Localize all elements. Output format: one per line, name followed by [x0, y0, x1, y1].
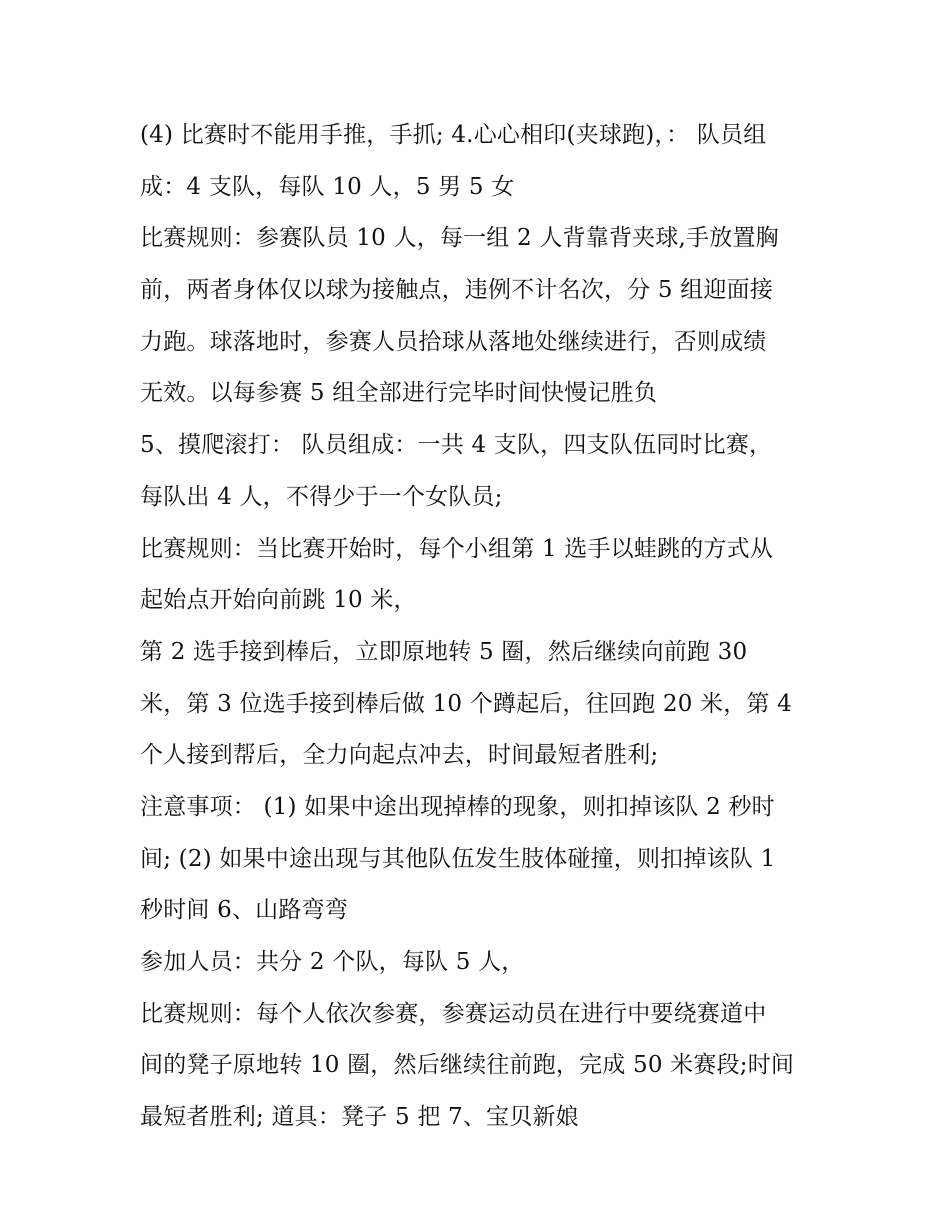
text-line: (4) 比赛时不能用手推，手抓; 4.心心相印(夹球跑)，： 队员组: [140, 122, 767, 148]
text-line: 每队出 4 人，不得少于一个女队员;: [140, 483, 503, 510]
document-body: [140, 110, 820, 1144]
text-line: 5、摸爬滚打： 队员组成：一共 4 支队，四支队伍同时比赛，: [140, 432, 773, 459]
text-line: 起始点开始向前跳 10 米，: [140, 587, 417, 614]
text-line: 间; (2) 如果中途出现与其他队伍发生肢体碰撞，则扣掉该队 1: [140, 845, 776, 872]
text-line: 比赛规则：参赛队员 10 人，每一组 2 人背靠背夹球,手放置胸: [140, 225, 779, 252]
text-line: 比赛规则：每个人依次参赛，参赛运动员在进行中要绕赛道中: [140, 1000, 767, 1027]
text-line: 最短者胜利; 道具：凳子 5 把 7、宝贝新娘: [140, 1104, 579, 1131]
text-line: 力跑。球落地时，参赛人员拾球从落地处继续进行，否则成绩: [140, 328, 767, 355]
text-line: 成：4 支队，每队 10 人，5 男 5 女: [140, 173, 515, 200]
text-line: 注意事项： (1) 如果中途出现掉棒的现象，则扣掉该队 2 秒时: [140, 793, 775, 820]
text-line: 参加人员：共分 2 个队，每队 5 人，: [140, 949, 525, 975]
text-line: 比赛规则：当比赛开始时，每个小组第 1 选手以蛙跳的方式从: [140, 535, 774, 562]
text-line: 间的凳子原地转 10 圈，然后继续往前跑，完成 50 米赛段;时间: [140, 1052, 795, 1079]
text-line: 第 2 选手接到棒后，立即原地转 5 圈，然后继续向前跑 30: [140, 638, 748, 665]
text-line: 个人接到帮后，全力向起点冲去，时间最短者胜利;: [140, 742, 659, 769]
text-line: 秒时间 6、山路弯弯: [140, 897, 348, 924]
text-line: 无效。以每参赛 5 组全部进行完毕时间快慢记胜负: [140, 380, 658, 407]
text-line: 前，两者身体仅以球为接触点，违例不计名次，分 5 组迎面接: [140, 277, 774, 304]
text-line: 米，第 3 位选手接到棒后做 10 个蹲起后，往回跑 20 米，第 4: [140, 690, 792, 717]
